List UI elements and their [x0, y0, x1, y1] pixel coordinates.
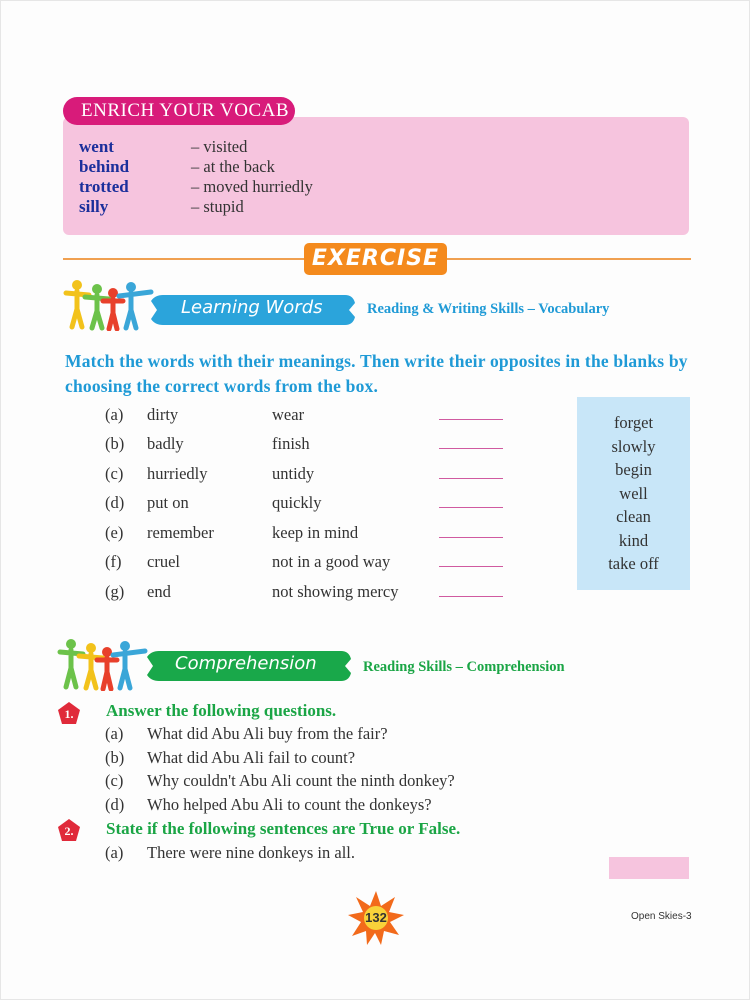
page-number: 132: [365, 910, 387, 925]
learning-words-skill: Reading & Writing Skills – Vocabulary: [367, 301, 610, 317]
match-label: (c): [105, 464, 124, 483]
match-meaning: keep in mind: [272, 523, 359, 542]
vocab-box: [63, 117, 689, 235]
question-number-badge: [57, 818, 81, 842]
match-word: dirty: [147, 405, 179, 424]
answer-blank[interactable]: [439, 507, 503, 508]
match-instruction: Match the words with their meanings. Then write their opposites in the blanks by choosing the correct words from the box.: [65, 351, 688, 396]
match-word: badly: [147, 434, 184, 453]
svg-text:1.: 1.: [64, 707, 74, 721]
word-box-item: take off: [608, 554, 659, 573]
match-label: (f): [105, 552, 122, 571]
vocab-word: behind: [79, 157, 130, 176]
true-false-answer-box[interactable]: [609, 857, 689, 879]
match-meaning: untidy: [272, 464, 315, 483]
answer-blank[interactable]: [439, 596, 503, 597]
page-number-badge: [347, 889, 405, 947]
answer-blank[interactable]: [439, 448, 503, 449]
match-meaning: finish: [272, 434, 310, 453]
question-heading: State if the following sentences are True or False.: [106, 819, 461, 838]
answer-blank[interactable]: [439, 537, 503, 538]
word-box-item: well: [619, 483, 648, 503]
question-text: Who helped Abu Ali to count the donkeys?: [147, 795, 432, 814]
match-word: remember: [147, 523, 214, 542]
answer-blank[interactable]: [439, 419, 503, 420]
vocab-meaning: – stupid: [191, 197, 244, 216]
learning-words-title: Learning Words: [181, 297, 323, 318]
exercise-title: EXERCISE: [304, 243, 447, 275]
vocab-meaning: – visited: [191, 137, 248, 156]
match-label: (e): [105, 523, 124, 542]
vocab-word: went: [79, 137, 114, 156]
answer-blank[interactable]: [439, 566, 503, 567]
vocab-title: ENRICH YOUR VOCAB: [63, 97, 295, 125]
word-box-item: slowly: [611, 436, 656, 456]
vocab-word: trotted: [79, 177, 129, 196]
match-word: put on: [147, 493, 189, 512]
word-box-item: clean: [616, 507, 651, 526]
comprehension-title: Comprehension: [175, 653, 317, 674]
match-label: (d): [105, 493, 125, 512]
match-label: (b): [105, 434, 125, 453]
answer-blank[interactable]: [439, 478, 503, 479]
question-label: (a): [105, 724, 124, 743]
match-word: hurriedly: [147, 464, 208, 483]
question-label: (d): [105, 795, 125, 814]
word-box: [577, 397, 690, 590]
vocab-meaning: – at the back: [191, 157, 275, 176]
match-meaning: wear: [272, 405, 305, 424]
children-group-icon: [57, 635, 149, 691]
question-text: There were nine donkeys in all.: [147, 843, 356, 862]
match-label: (g): [105, 582, 125, 601]
word-box-item: kind: [618, 530, 649, 550]
match-word: end: [147, 582, 171, 601]
word-box-item: begin: [615, 460, 652, 479]
match-meaning: not showing mercy: [272, 582, 399, 601]
question-text: What did Abu Ali buy from the fair?: [147, 724, 388, 743]
question-label: (c): [105, 771, 124, 790]
match-word: cruel: [147, 552, 180, 571]
question-text: What did Abu Ali fail to count?: [147, 748, 356, 767]
svg-text:2.: 2.: [64, 824, 74, 838]
match-meaning: not in a good way: [272, 552, 391, 571]
word-box-item: forget: [613, 413, 654, 432]
book-title: Open Skies-3: [631, 911, 692, 922]
vocab-meaning: – moved hurriedly: [191, 177, 313, 196]
question-heading: Answer the following questions.: [106, 701, 337, 720]
comprehension-skill: Reading Skills – Comprehension: [363, 659, 565, 675]
vocab-word: silly: [79, 197, 109, 216]
question-number-badge: [57, 701, 81, 725]
match-label: (a): [105, 405, 124, 424]
question-label: (b): [105, 748, 125, 767]
question-label: (a): [105, 843, 124, 862]
question-text: Why couldn't Abu Ali count the ninth donkey?: [147, 771, 455, 790]
match-meaning: quickly: [272, 493, 322, 512]
children-group-icon: [63, 277, 155, 331]
